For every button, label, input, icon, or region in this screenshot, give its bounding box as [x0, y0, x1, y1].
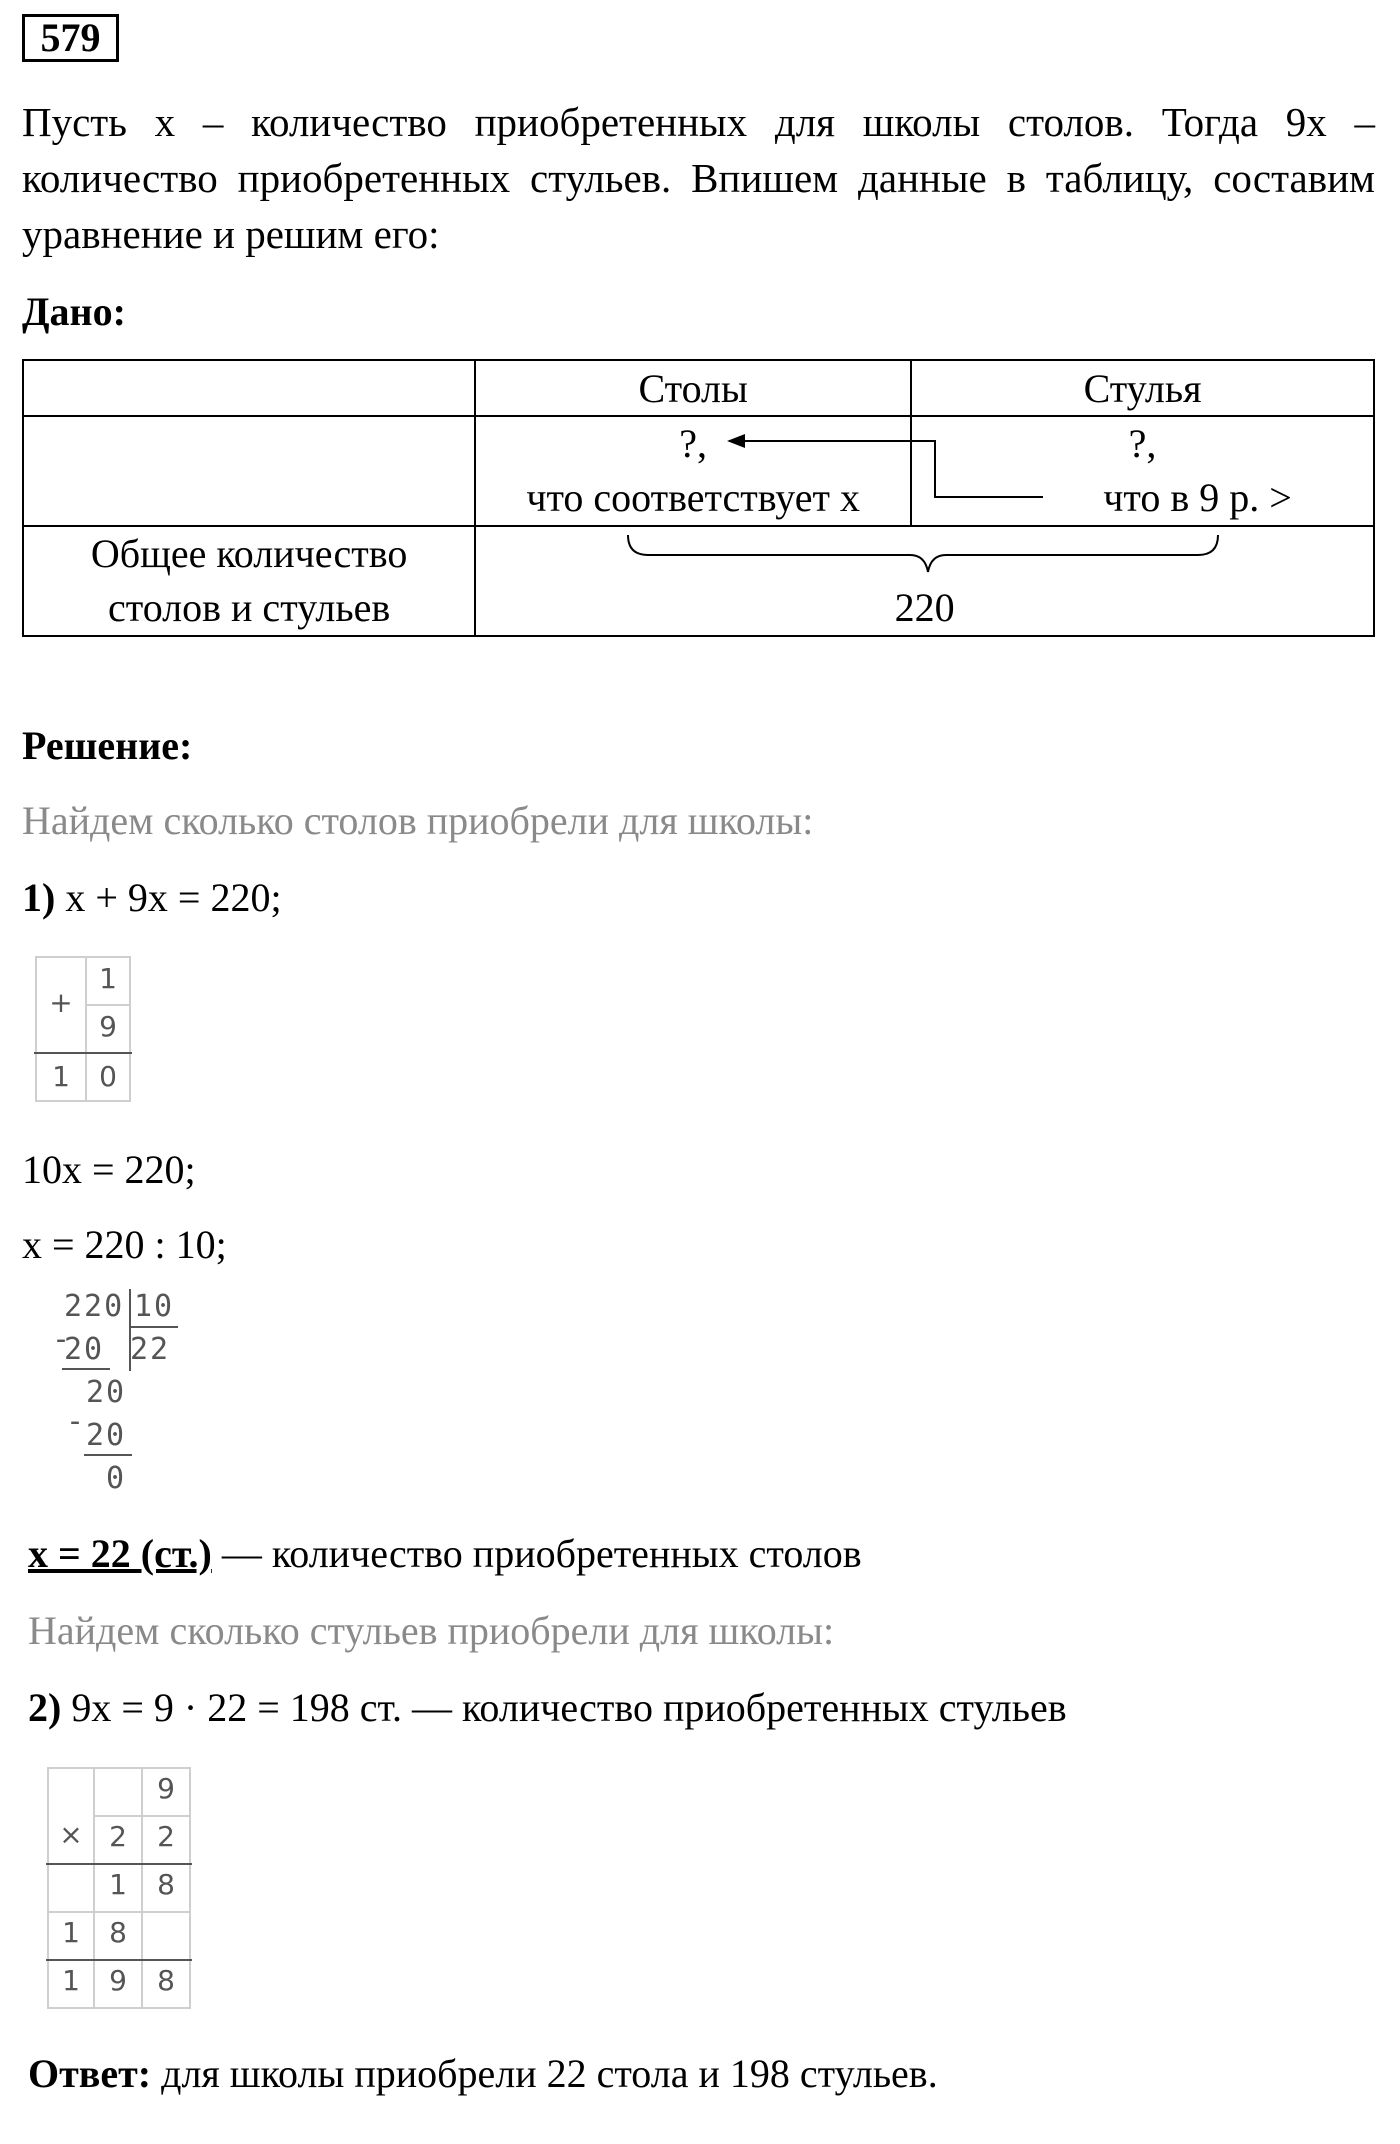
step1-result-text: — количество приобретенных столов	[211, 1531, 862, 1576]
answer-label: Ответ:	[28, 2051, 152, 2096]
step2-line	[28, 1684, 1067, 1731]
division-minus-1: -	[52, 1322, 73, 1357]
total-brace	[628, 535, 1218, 572]
step1-number: 1)	[22, 875, 56, 920]
addition-sum-tens: 1	[52, 1060, 70, 1093]
mult-r3-c3: 8	[157, 1868, 175, 1901]
answer-line	[28, 2050, 938, 2097]
step1-result	[28, 1530, 862, 1577]
step1-eq3: x = 220 : 10;	[22, 1222, 227, 1267]
division-sub1: 20	[64, 1332, 105, 1367]
answer-text: для школы приобрели 22 стола и 198 стульев.	[151, 2051, 938, 2096]
division-quotient: 22	[130, 1332, 171, 1367]
chairs-question: ?,	[1128, 421, 1157, 466]
mult-r5-c2: 9	[109, 1964, 127, 1997]
mult-r1-c3: 9	[157, 1772, 175, 1805]
total-label-line2: столов и стульев	[108, 585, 391, 630]
addition-sum-ones: 0	[99, 1060, 117, 1093]
mult-r5-c1: 1	[62, 1964, 80, 1997]
total-label-line1: Общее количество	[90, 531, 408, 576]
mult-r4-c1: 1	[62, 1916, 80, 1949]
step2-hint: Найдем сколько стульев приобрели для школы:	[28, 1608, 835, 1653]
division-minus-2: -	[66, 1404, 87, 1439]
division-sub2: 20	[86, 1418, 127, 1453]
step2-number: 2)	[28, 1685, 62, 1730]
mult-r4-c2: 8	[109, 1916, 127, 1949]
division-rem1: 20	[86, 1375, 127, 1410]
tables-note: что соответствует x	[526, 475, 860, 520]
mult-r3-c2: 1	[109, 1868, 127, 1901]
table-header-tables: Столы	[475, 360, 911, 416]
table-header-chairs: Стулья	[911, 360, 1374, 416]
tables-question: ?,	[679, 421, 708, 466]
step1-hint: Найдем сколько столов приобрели для школы:	[22, 798, 814, 843]
total-value: 220	[894, 585, 955, 630]
solution-heading: Решение:	[22, 723, 193, 768]
chairs-note: что в 9 р. >	[1103, 475, 1292, 520]
step1-result-bold: x = 22 (ст.)	[28, 1531, 212, 1576]
given-diagram-overlay	[0, 0, 1400, 700]
arrow-head	[727, 434, 745, 448]
addition-b: 9	[99, 1010, 117, 1043]
step1-equation: x + 9x = 220;	[65, 875, 282, 920]
division-dividend: 220	[64, 1289, 125, 1324]
division-rem2: 0	[106, 1461, 127, 1496]
intro-paragraph: Пусть x – количество приобретенных для школы столов. Тогда 9x – количество приобретенных стульев. Впишем данные в таблицу, составим уравнение и решим его:	[22, 99, 1375, 257]
given-heading: Дано:	[22, 289, 126, 334]
task-number: 579	[22, 14, 119, 62]
step2-text: 9x = 9 · 22 = 198 ст. — количество приобретенных стульев	[61, 1685, 1067, 1730]
step1-line	[22, 874, 282, 921]
mult-r5-c3: 8	[157, 1964, 175, 1997]
addition-sign: +	[49, 986, 73, 1019]
division-divisor: 10	[134, 1289, 175, 1324]
step1-eq2: 10x = 220;	[22, 1147, 196, 1192]
mult-r2-c2: 2	[109, 1820, 127, 1853]
multiplication-sign: ×	[59, 1818, 83, 1851]
addition-a: 1	[99, 962, 117, 995]
comparison-arrow	[740, 441, 1043, 497]
mult-r2-c3: 2	[157, 1820, 175, 1853]
